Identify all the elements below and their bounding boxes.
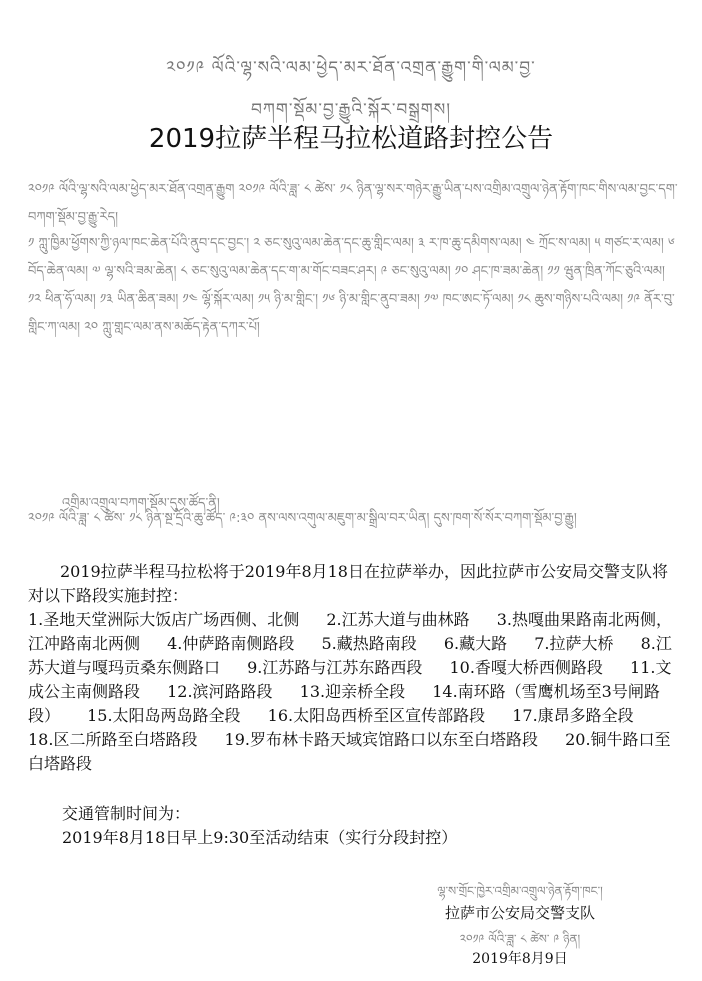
notice-title: 2019拉萨半程马拉松道路封控公告 (148, 124, 554, 154)
tibetan-title-line-2: བཀག་སྡོམ་བྱ་རྒྱུའི་སྐོར་བསྒྲགས། (251, 100, 451, 120)
road-item: 11.文成公主南侧路段 (28, 658, 672, 701)
road-item: 16.太阳岛西桥至区宣传部路段 (267, 706, 486, 725)
road-item: 7.拉萨大桥 (534, 634, 614, 653)
road-item: 15.太阳岛两岛路全段 (87, 706, 241, 725)
road-item: 18.区二所路至白塔路段 (28, 730, 198, 749)
tibetan-signature-date: ༢༠༡༩ ལོའི་ཟླ་ ༨ ཚེས་ ༩ ཉིན། (459, 932, 581, 946)
tibetan-title-line-1: ༢༠༡༩ ལོའི་ལྷ་སའི་ལམ་ཕྱེད་མར་ཐོན་འགྲན་རྒྱུག་གི་ལམ་བྱ་ (166, 58, 536, 78)
road-item: 12.滨河路路段 (167, 682, 273, 701)
road-item: 10.香嘎大桥西侧路段 (449, 658, 603, 677)
tibetan-time-text: ༢༠༡༩ ལོའི་ཟླ་ ༨ ཚེས་ ༡༨ ཉིན་སྔ་དྲོའི་ཆུ་ཚོད་ ༩:༣༠ ནས་ལས་འགུལ་མཇུག་མ་སྒྲིལ་བར་ཡིན། དུས་ཁག་སོ་སོར་བཀག་སྡོམ་བྱ་རྒྱུ། (28, 511, 577, 526)
signature-org: 拉萨市公安局交警支队 (444, 904, 595, 922)
road-item: 4.仲萨路南侧路段 (167, 634, 295, 653)
road-list (28, 608, 680, 776)
control-time-value: 2019年8月18日早上9:30至活动结束（实行分段封控） (62, 828, 458, 847)
road-item: 6.藏大路 (443, 634, 508, 653)
road-item: 5.藏热路南段 (321, 634, 417, 653)
tibetan-intro: ༢༠༡༩ ལོའི་ལྷ་སའི་ལམ་ཕྱེད་མར་ཐོན་འགྲན་རྒྱུག ༢༠༡༩ ལོའི་ཟླ་ ༨ ཚེས་ ༡༨ ཉིན་ལྷ་སར་གཉེར་རྒྱུ་ཡིན་པས་འགྲིམ་འགྲུལ་ཉེན་རྟོག་ཁང་གིས་ལམ་བྱང་དག་བཀག་སྡོམ་བྱ་རྒྱུ་རེད། (28, 182, 678, 225)
control-time-label: 交通管制时间为： (62, 804, 191, 823)
road-item: 9.江苏路与江苏东路西段 (247, 658, 423, 677)
road-item: 8.江苏大道与嘎玛贡桑东侧路口 (28, 634, 672, 677)
tibetan-signature-org: ལྷ་ས་གྲོང་ཁྱེར་འགྲིམ་འགྲུལ་ཉེན་རྟོག་ཁང་། (437, 884, 603, 898)
signature-date: 2019年8月9日 (472, 951, 568, 967)
road-item: 14.南环路（雪鹰机场至3号闸路段） (28, 682, 660, 725)
road-item: 3.热嘎曲果路南北两侧，江冲路南北两侧 (28, 610, 673, 653)
road-item: 19.罗布林卡路天域宾馆路口以东至白塔路段 (224, 730, 538, 749)
tibetan-road-list: ༡ ཀླུ་ཁྱིམ་ཕྱོགས་ཀྱི་ཉལ་ཁང་ཆེན་པོའི་ནུབ་དང་བྱང་། ༢ ཅང་སུའུ་ལམ་ཆེན་དང་ཆུ་གླིང་ལམ། ༣ ར་ཁ་ཆུ་དམིགས་ལམ། ༤ ཀྲོང་ས་ལམ། ༥ གཙང་ར་ལམ། ༦ བོད་ཆེན་ལམ། ༧ ལྷ་སའི་ཟམ་ཆེན། ༨ ཅང་སུའུ་ལམ་ཆེན་དང་ག་མ་གོང་བཟང་ཤར། ༩ ཅང་སུའུ་ལམ། ༡༠ ཤང་ཁ་ཟམ་ཆེན། ༡༡ ཝུན་ཁྲིན་ཀོང་ཅུའི་ལམ། ༡༢ ཕིན་ཧོ་ལམ། ༡༣ ཡིན་ཆིན་ཟམ། ༡༤ ལྷོ་སྐོར་ལམ། ༡༥ ཉི་མ་གླིང་། ༡༦ ཉི་མ་གླིང་ནུབ་ཟམ། ༡༧ ཁང་ཨང་ཏོ་ལམ། ༡༨ ཆུས་གཉིས་པའི་ལམ། ༡༩ ནོར་བུ་གླིང་ཀ་ལམ། ༢༠ ཀླུ་གླང་ལམ་ནས་མཆོད་རྟེན་དཀར་པོ། (28, 236, 675, 335)
road-item: 2.江苏大道与曲林路 (326, 610, 470, 629)
road-item: 17.康昂多路全段 (512, 706, 634, 725)
road-item: 20.铜牛路口至白塔路段 (28, 730, 671, 773)
road-item: 13.迎亲桥全段 (299, 682, 406, 701)
notice-intro: 2019拉萨半程马拉松将于2019年8月18日在拉萨举办，因此拉萨市公安局交警支队将对以下路段实施封控： (28, 562, 668, 605)
road-item: 1.圣地天堂洲际大饭店广场西侧、北侧 (28, 610, 300, 629)
tibetan-time-label: འགྲིམ་འགྲུལ་བཀག་སྡོམ་དུས་ཚོད་ནི། (62, 496, 220, 511)
